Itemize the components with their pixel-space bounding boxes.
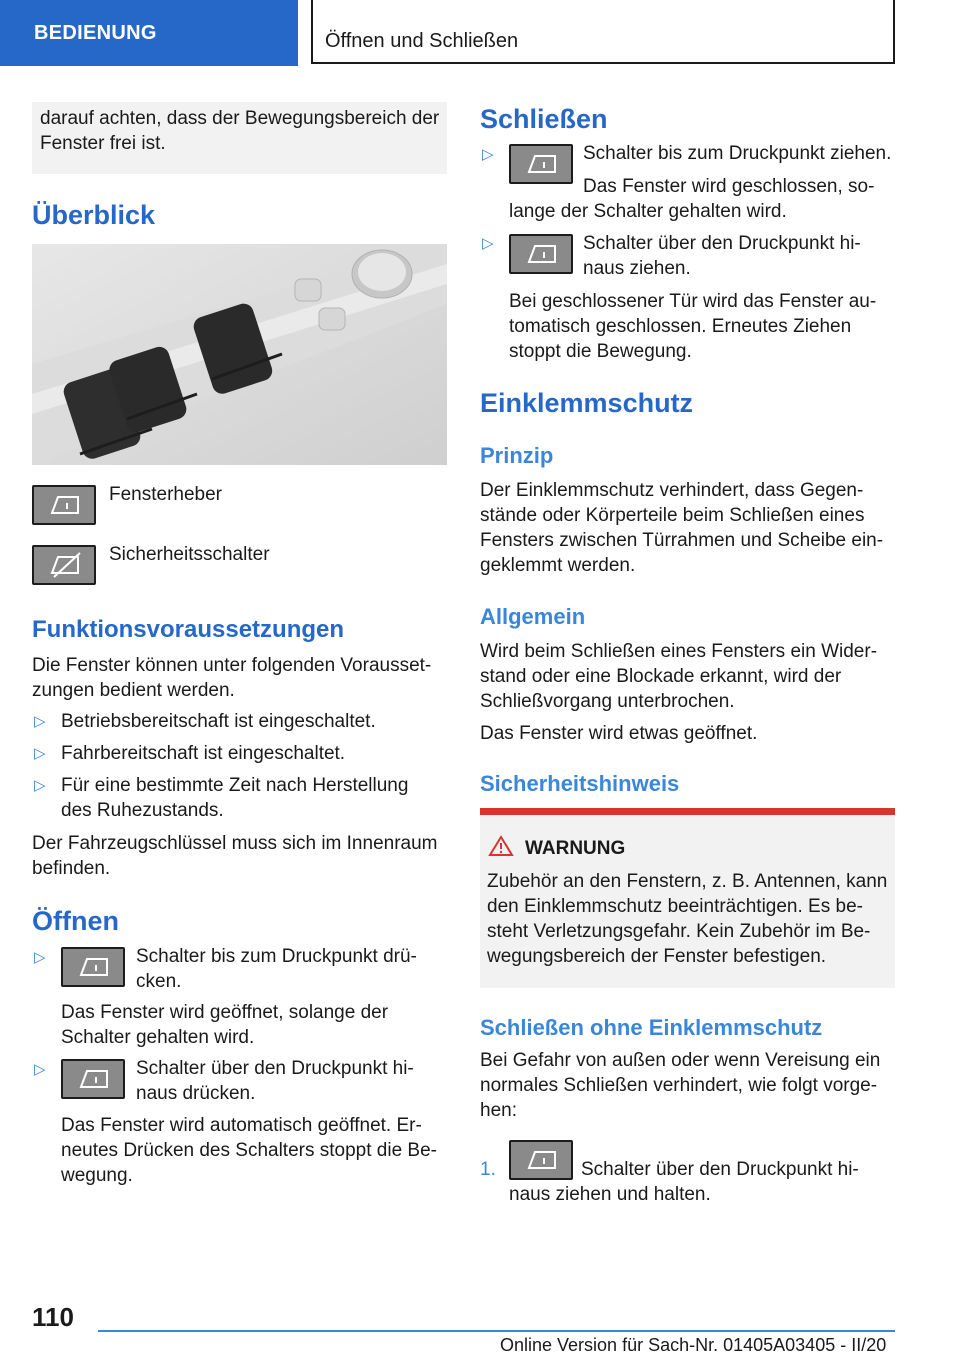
- window-lifter-icon: [61, 1059, 125, 1099]
- bullet-triangle-icon: ▷: [482, 235, 494, 252]
- footer-rule: [98, 1330, 895, 1332]
- general-text-1: Wird beim Schließen eines Fensters ein Wider-: [480, 641, 878, 662]
- window-lifter-icon: [509, 234, 573, 274]
- step-number: 1.: [480, 1159, 496, 1180]
- warning-title: WARNUNG: [525, 838, 626, 859]
- key-note-2: befinden.: [32, 858, 111, 879]
- general-text-3: Schließvorgang unterbrochen.: [480, 691, 735, 712]
- bullet-triangle-icon: ▷: [34, 777, 46, 794]
- principle-text-1: Der Einklemmschutz verhindert, dass Gegen-: [480, 480, 864, 501]
- principle-text-4: geklemmt werden.: [480, 555, 636, 576]
- window-switch-photo: [32, 244, 447, 465]
- window-lifter-icon: [509, 1140, 573, 1180]
- safety-switch-icon: [32, 545, 96, 585]
- nopinch-text-1: Bei Gefahr von außen oder wenn Vereisung ein: [480, 1050, 881, 1071]
- intro-line-1: darauf achten, dass der Bewegungsbereich der: [40, 108, 440, 129]
- func-item-3b: des Ruhezustands.: [61, 800, 224, 821]
- page-header: [0, 0, 960, 66]
- close-item-2-sub-1: Bei geschlossener Tür wird das Fenster au-: [509, 291, 877, 312]
- close-item-2-sub-3: stoppt die Bewegung.: [509, 341, 692, 362]
- open-item-1-line-1: Schalter bis zum Druckpunkt drü-: [136, 946, 417, 967]
- principle-text-3: Fensters zwischen Türrahmen und Scheibe ein-: [480, 530, 884, 551]
- func-heading: Funktionsvoraussetzungen: [32, 616, 345, 643]
- page-number: 110: [32, 1302, 74, 1332]
- open-heading: Öffnen: [32, 906, 119, 936]
- general-text-4: Das Fenster wird etwas geöffnet.: [480, 723, 758, 744]
- legend-label-window-lifter: Fensterheber: [109, 484, 223, 505]
- open-item-2-sub-2: neutes Drücken des Schalters stoppt die Be-: [61, 1140, 437, 1161]
- func-item-2: Fahrbereitschaft ist eingeschaltet.: [61, 743, 346, 764]
- close-item-1-line-3: lange der Schalter gehalten wird.: [509, 201, 787, 222]
- open-item-2-sub-1: Das Fenster wird automatisch geöffnet. Er-: [61, 1115, 422, 1136]
- window-lifter-icon: [61, 947, 125, 987]
- page-title: Öffnen und Schließen: [311, 0, 895, 64]
- close-item-1-line-1: Schalter bis zum Druckpunkt ziehen.: [583, 143, 892, 164]
- overview-heading: Überblick: [32, 200, 156, 230]
- nopinch-text-3: hen:: [480, 1100, 517, 1121]
- close-item-2-sub-2: tomatisch geschlossen. Erneutes Ziehen: [509, 316, 852, 337]
- open-item-2-line-2: naus drücken.: [136, 1083, 256, 1104]
- intro-line-2: Fenster frei ist.: [40, 133, 166, 154]
- general-heading: Allgemein: [480, 604, 586, 629]
- bullet-triangle-icon: ▷: [34, 949, 46, 966]
- general-text-2: stand oder eine Blockade erkannt, wird der: [480, 666, 842, 687]
- close-item-1-line-2: Das Fenster wird geschlossen, so-: [583, 176, 875, 197]
- warning-text-3: steht Verletzungsgefahr. Kein Zubehör im Be-: [487, 921, 871, 942]
- key-note-1: Der Fahrzeugschlüssel muss sich im Innenraum: [32, 833, 438, 854]
- close-heading: Schließen: [480, 104, 608, 134]
- warning-triangle-icon: [488, 835, 514, 857]
- legend-label-safety-switch: Sicherheitsschalter: [109, 544, 270, 565]
- safety-heading: Sicherheitshinweis: [480, 771, 680, 796]
- open-item-2-sub-3: wegung.: [61, 1165, 133, 1186]
- open-item-2-line-1: Schalter über den Druckpunkt hi-: [136, 1058, 414, 1079]
- close-item-2-line-1: Schalter über den Druckpunkt hi-: [583, 233, 861, 254]
- nopinch-heading: Schließen ohne Einklemmschutz: [480, 1015, 823, 1040]
- footer-text: Online Version für Sach-Nr. 01405A03405 - II/20: [500, 1335, 887, 1355]
- pinch-heading: Einklemmschutz: [480, 388, 694, 418]
- warning-text-4: wegungsbereich der Fenster befestigen.: [487, 946, 827, 967]
- nopinch-text-2: normales Schließen verhindert, wie folgt vorge-: [480, 1075, 878, 1096]
- window-lifter-icon: [32, 485, 96, 525]
- principle-text-2: stände oder Körperteile beim Schließen eines: [480, 505, 865, 526]
- warning-text-2: den Einklemmschutz beeinträchtigen. Es be-: [487, 896, 863, 917]
- step-line-1: Schalter über den Druckpunkt hi-: [581, 1159, 859, 1180]
- bullet-triangle-icon: ▷: [34, 713, 46, 730]
- warning-text-1: Zubehör an den Fenstern, z. B. Antennen, kann: [487, 871, 888, 892]
- open-item-1-sub-2: Schalter gehalten wird.: [61, 1027, 255, 1048]
- func-item-3a: Für eine bestimmte Zeit nach Herstellung: [61, 775, 409, 796]
- close-item-2-line-2: naus ziehen.: [583, 258, 691, 279]
- bullet-triangle-icon: ▷: [34, 745, 46, 762]
- func-text-1: Die Fenster können unter folgenden Vorausset-: [32, 655, 432, 676]
- func-item-1: Betriebsbereitschaft ist eingeschaltet.: [61, 711, 376, 732]
- principle-heading: Prinzip: [480, 443, 554, 468]
- section-label: BEDIENUNG: [0, 0, 298, 66]
- warning-bar: [480, 808, 895, 815]
- open-item-1-sub-1: Das Fenster wird geöffnet, solange der: [61, 1002, 389, 1023]
- bullet-triangle-icon: ▷: [34, 1061, 46, 1078]
- window-lifter-icon: [509, 144, 573, 184]
- func-text-2: zungen bedient werden.: [32, 680, 235, 701]
- open-item-1-line-2: cken.: [136, 971, 182, 992]
- step-line-2: naus ziehen und halten.: [509, 1184, 711, 1205]
- bullet-triangle-icon: ▷: [482, 146, 494, 163]
